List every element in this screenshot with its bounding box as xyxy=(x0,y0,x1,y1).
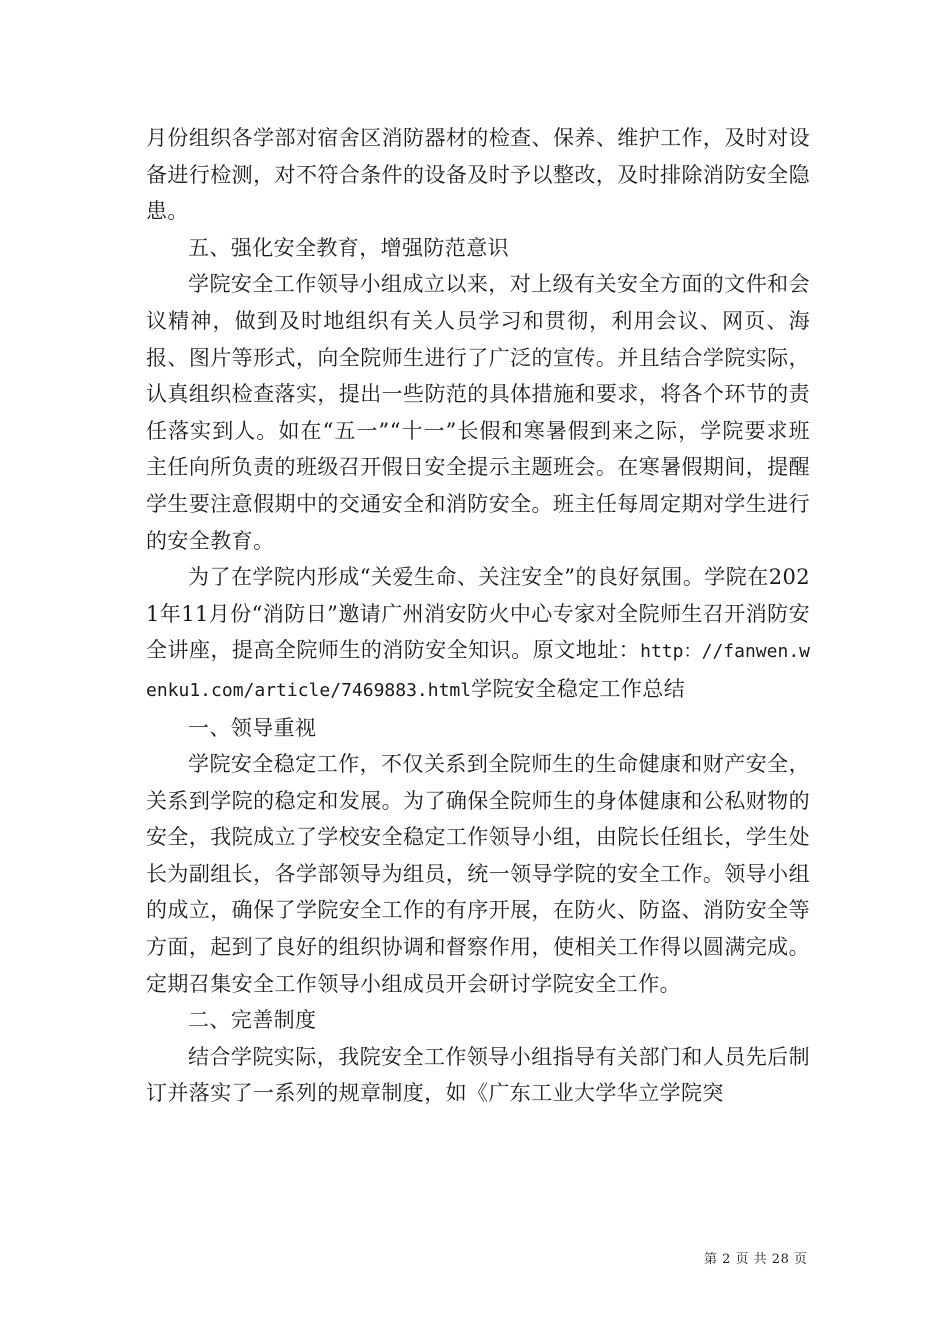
document-body xyxy=(146,120,810,1112)
paragraph-continued: 月份组织各学部对宿舍区消防器材的检查、保养、维护工作，及时对设备进行检测，对不符合条件的设备及时予以整改，及时排除消防安全隐患。 xyxy=(146,126,810,224)
paragraph-safety-education: 学院安全工作领导小组成立以来，对上级有关安全方面的文件和会议精神，做到及时地组织有关人员学习和贯彻，利用会议、网页、海报、图片等形式，向全院师生进行了广泛的宣传。并且结合学院实际，认真组织检查落实，提出一些防范的具体措施和要求，将各个环节的责任落实到人。如在“五一”“十一”长假和寒暑假到来之际，学院要求班主任向所负责的班级召开假日安全提示主题班会。在寒暑假期间，提醒学生要注意假期中的交通安全和消防安全。班主任每周定期对学生进行的安全教育。 xyxy=(146,272,810,553)
source-url: http：//fanwen.wenku1.com/article/7469883.html xyxy=(146,641,810,701)
paragraph-regulations: 结合学院实际，我院安全工作领导小组指导有关部门和人员先后制订并落实了一系列的规章制度，如《广东工业大学华立学院突 xyxy=(146,1044,810,1106)
paragraph-leadership: 学院安全稳定工作，不仅关系到全院师生的生命健康和财产安全，关系到学院的稳定和发展。为了确保全院师生的身体健康和公私财物的安全，我院成立了学校安全稳定工作领导小组，由院长任组长，学生处长为副组长，各学部领导为组员，统一领导学院的安全工作。领导小组的成立，确保了学院安全工作的有序开展，在防火、防盗、消防安全等方面，起到了良好的组织协调和督察作用，使相关工作得以圆满完成。定期召集安全工作领导小组成员开会研讨学院安全工作。 xyxy=(146,752,810,996)
paragraph-fire-day xyxy=(146,559,810,709)
section-heading-5: 五、强化安全教育，增强防范意识 xyxy=(188,235,509,260)
section-heading-2: 二、完善制度 xyxy=(188,1008,317,1033)
page-number-footer: 第 2 页 共 28 页 xyxy=(704,1252,808,1267)
section-heading-1: 一、领导重视 xyxy=(188,715,317,740)
paragraph-fire-day-tail: 学院安全稳定工作总结 xyxy=(471,676,686,701)
paragraph-fire-day-text: 为了在学院内形成“关爱生命、关注安全”的良好氛围。学院在2021年11月份“消防日”邀请广州消安防火中心专家对全院师生召开消防安全讲座，提高全院师生的消防安全知识。原文地址： xyxy=(146,565,810,663)
